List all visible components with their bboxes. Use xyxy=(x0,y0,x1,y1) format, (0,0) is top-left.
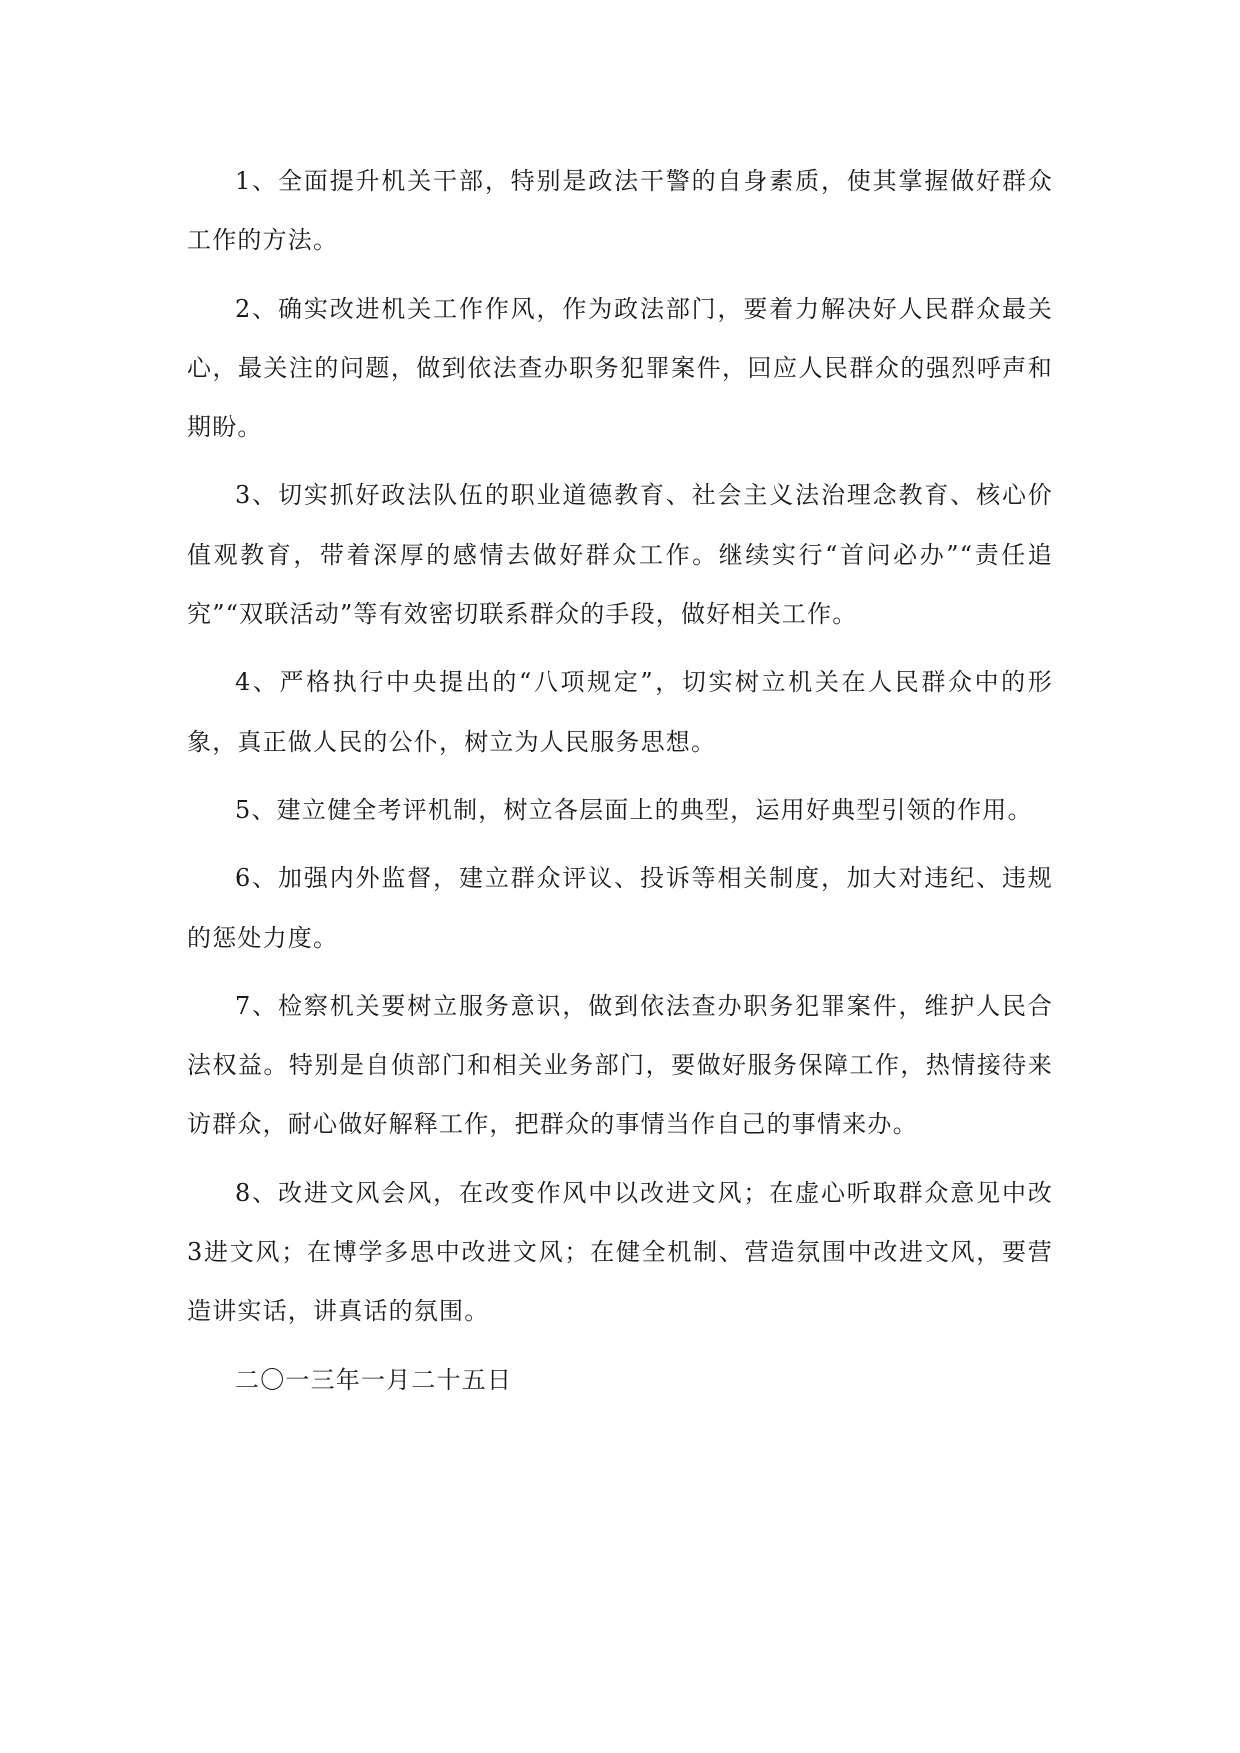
paragraph-7: 7、检察机关要树立服务意识，做到依法查办职务犯罪案件，维护人民合法权益。特别是自侦部门和相关业务部门，要做好服务保障工作，热情接待来访群众，耐心做好解释工作，把群众的事情当作自己的事情来办。 xyxy=(187,991,1053,1139)
paragraph-6: 6、加强内外监督，建立群众评议、投诉等相关制度，加大对违纪、违规的惩处力度。 xyxy=(187,864,1053,952)
document-date: 二〇一三年一月二十五日 xyxy=(235,1365,513,1394)
paragraph-1: 1、全面提升机关干部，特别是政法干警的自身素质，使其掌握做好群众工作的方法。 xyxy=(187,167,1053,255)
paragraph-2: 2、确实改进机关工作作风，作为政法部门，要着力解决好人民群众最关心，最关注的问题，做到依法查办职务犯罪案件，回应人民群众的强烈呼声和期盼。 xyxy=(187,294,1053,442)
paragraph-3: 3、切实抓好政法队伍的职业道德教育、社会主义法治理念教育、核心价值观教育，带着深厚的感情去做好群众工作。继续实行“首问必办”“责任追究”“双联活动”等有效密切联系群众的手段，做好相关工作。 xyxy=(187,481,1053,629)
paragraph-5: 5、建立健全考评机制，树立各层面上的典型，运用好典型引领的作用。 xyxy=(235,795,1033,824)
paragraph-8: 8、改进文风会风，在改变作风中以改进文风；在虚心听取群众意见中改 3进文风；在博学多思中改进文风；在健全机制、营造氛围中改进文风，要营造讲实话，讲真话的氛围。 xyxy=(187,1178,1053,1326)
document-body xyxy=(187,152,1053,1410)
paragraph-4: 4、严格执行中央提出的“八项规定”，切实树立机关在人民群众中的形象，真正做人民的公仆，树立为人民服务思想。 xyxy=(187,668,1053,756)
